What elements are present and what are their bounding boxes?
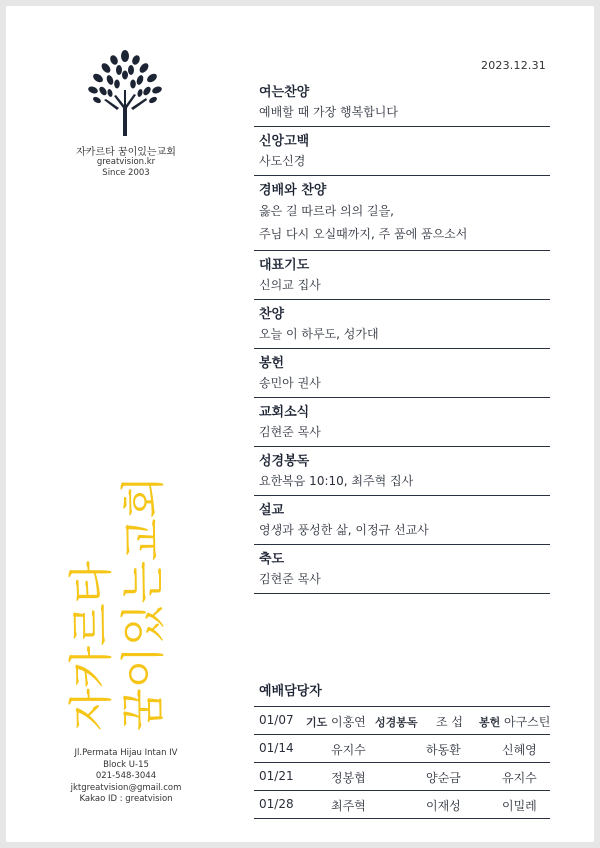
prayer-header: 기도 xyxy=(306,716,328,729)
duty-date: 01/14 xyxy=(259,741,294,755)
address-email: jktgreatvision@gmail.com xyxy=(70,782,182,793)
order-section xyxy=(254,349,550,398)
section-detail: 주님 다시 오실때까지, 주 품에 품으소서 xyxy=(259,227,468,241)
section-detail: 김현준 목사 xyxy=(259,572,321,586)
duty-prayer: 유지수 xyxy=(331,743,366,757)
worship-duty-table xyxy=(254,682,550,819)
duty-date: 01/21 xyxy=(259,769,294,783)
church-name: 자카르타 꿈이있는교회 xyxy=(76,147,176,158)
address-street: Jl.Permata Hijau Intan IV xyxy=(74,748,178,758)
order-section xyxy=(254,251,550,300)
section-title: 여는찬양 xyxy=(259,85,310,100)
order-section xyxy=(254,545,550,594)
section-title: 찬양 xyxy=(259,307,285,322)
duty-date: 01/07 xyxy=(259,713,294,727)
worship-order xyxy=(254,78,550,594)
order-section xyxy=(254,398,550,447)
section-detail: 예배할 때 가장 행복합니다 xyxy=(259,105,398,119)
order-section xyxy=(254,127,550,176)
section-detail: 신의교 집사 xyxy=(259,278,321,292)
order-section xyxy=(254,496,550,545)
offering-header: 봉헌 xyxy=(479,716,501,729)
duty-table-title: 예배담당자 xyxy=(254,682,550,707)
section-title: 경배와 찬양 xyxy=(259,183,327,198)
order-section xyxy=(254,447,550,496)
section-detail: 영생과 풍성한 삶, 이정규 선교사 xyxy=(259,523,429,537)
bulletin-date: 2023.12.31 xyxy=(481,59,546,72)
duty-reading: 양순금 xyxy=(426,771,461,785)
section-detail: 송민아 권사 xyxy=(259,376,321,390)
duty-prayer: 이홍연 xyxy=(331,715,366,729)
order-section xyxy=(254,300,550,349)
duty-reading: 하동환 xyxy=(426,743,461,757)
section-detail: 요한복음 10:10, 최주혁 집사 xyxy=(259,474,414,488)
section-detail: 옳은 길 따르라 의의 길을, xyxy=(259,204,394,218)
church-website: greatvision.kr xyxy=(96,157,156,167)
duty-date: 01/28 xyxy=(259,797,294,811)
address-phone: 021-548-3044 xyxy=(95,771,157,782)
order-section xyxy=(254,78,550,127)
duty-offering: 신혜영 xyxy=(502,743,537,757)
duty-row xyxy=(254,791,550,819)
vertical-title-line-2: 꿈이있는교회 xyxy=(118,475,169,731)
duty-row xyxy=(254,707,550,735)
section-detail: 오늘 이 하루도, 성가대 xyxy=(259,327,379,341)
duty-prayer: 정봉협 xyxy=(331,771,366,785)
duty-prayer: 최주혁 xyxy=(331,799,366,813)
duty-row xyxy=(254,763,550,791)
tree-logo-icon xyxy=(86,50,166,136)
duty-offering: 이밀레 xyxy=(502,799,537,813)
address-kakao: Kakao ID : greatvision xyxy=(79,794,173,805)
section-title: 교회소식 xyxy=(259,405,310,420)
duty-offering: 아구스틴 xyxy=(504,715,551,729)
section-title: 성경봉독 xyxy=(259,454,310,469)
duty-offering: 유지수 xyxy=(502,771,537,785)
section-title: 설교 xyxy=(259,503,285,518)
vertical-title-line-1: 자카르타 xyxy=(66,560,117,731)
section-title: 봉헌 xyxy=(259,356,285,371)
duty-reading: 이재성 xyxy=(426,799,461,813)
section-detail: 김현준 목사 xyxy=(259,425,321,439)
section-detail: 사도신경 xyxy=(259,154,306,168)
section-title: 대표기도 xyxy=(259,258,310,273)
vertical-church-title xyxy=(44,436,214,736)
reading-header: 성경봉독 xyxy=(375,716,418,729)
duty-reading: 조 섭 xyxy=(436,715,463,729)
section-title: 신앙고백 xyxy=(259,134,310,149)
duty-row xyxy=(254,735,550,763)
church-since: Since 2003 xyxy=(102,168,150,178)
order-section xyxy=(254,176,550,251)
address-block: Block U-15 xyxy=(103,759,149,770)
section-title: 축도 xyxy=(259,552,285,567)
church-address xyxy=(26,748,226,806)
bulletin-page xyxy=(6,6,594,842)
